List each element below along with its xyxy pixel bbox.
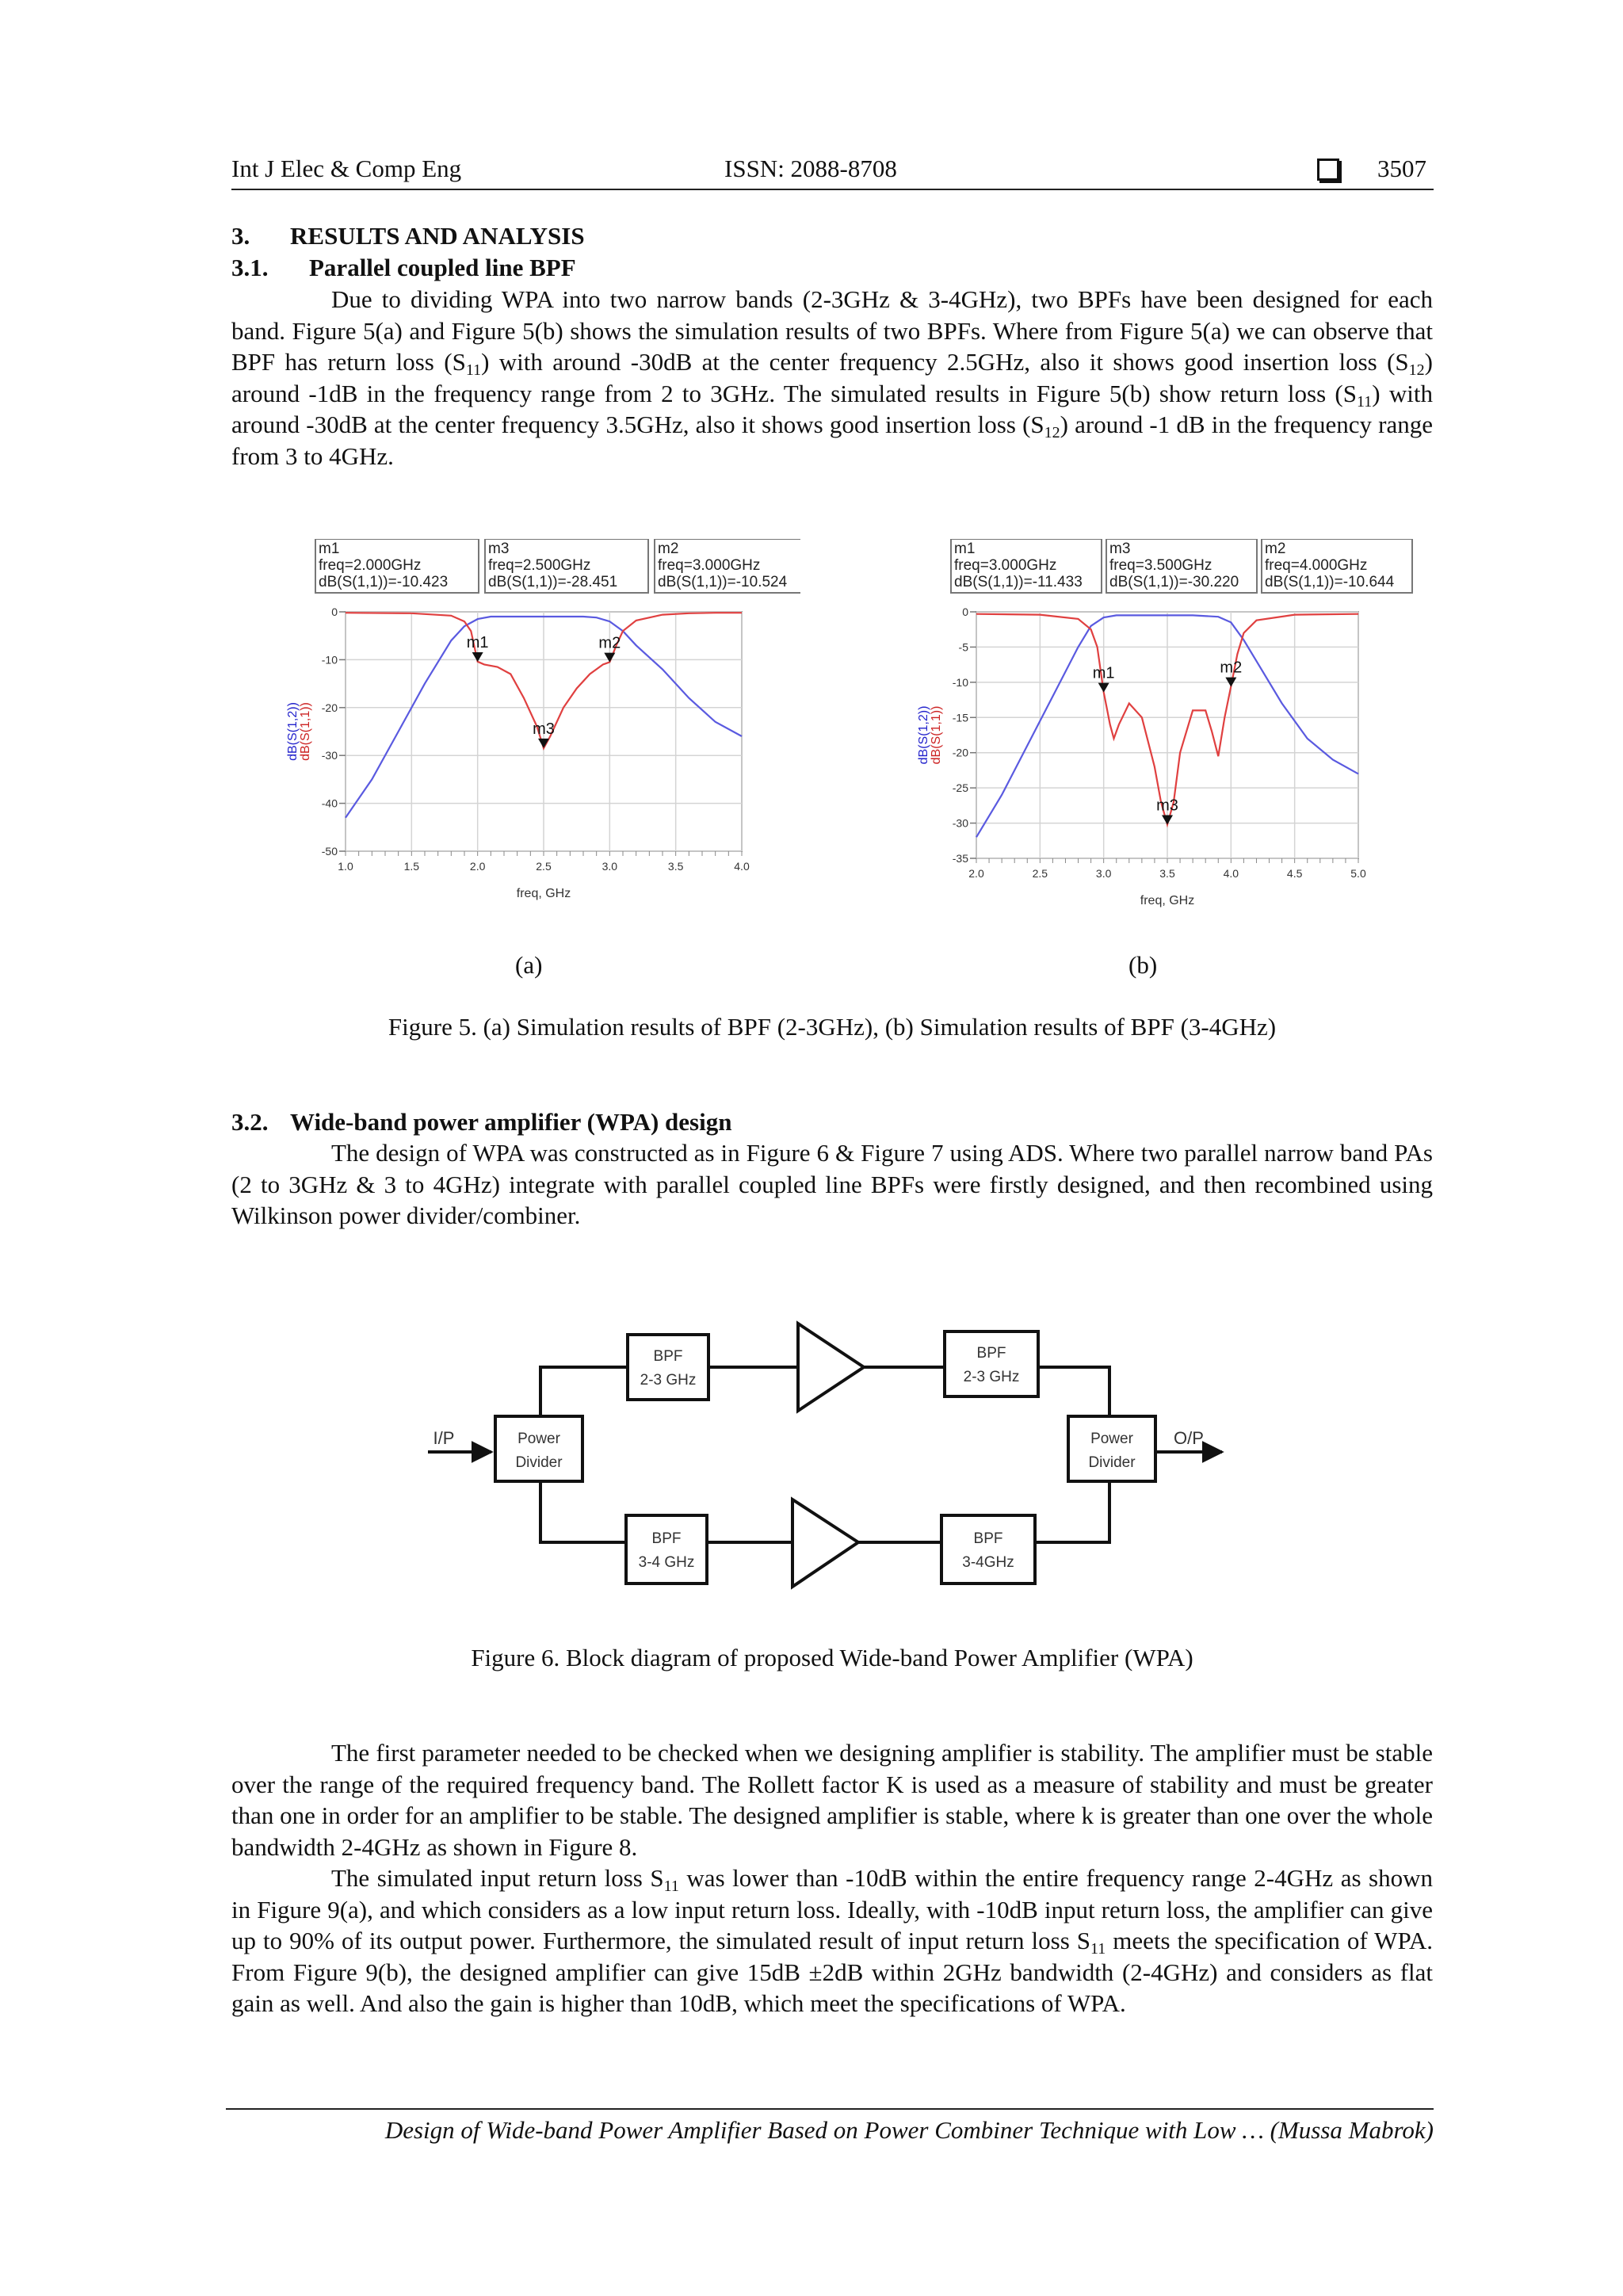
bpf-top-output-label-1: BPF [976, 1345, 1006, 1362]
combiner-label-1: Power [1090, 1431, 1133, 1447]
bpf-top-input-box [628, 1335, 708, 1400]
marker-readout-text: freq=3.000GHz [658, 557, 761, 574]
y-axis-label-s12: dB(S(1,2)) [917, 705, 930, 765]
marker-label: m2 [598, 634, 621, 652]
power-divider-box [495, 1416, 582, 1481]
y-tick-label: -35 [952, 852, 968, 865]
marker-readout-text: dB(S(1,1))=-10.524 [658, 574, 788, 590]
marker-label: m2 [1220, 659, 1243, 677]
marker-label: m3 [1156, 797, 1178, 815]
marker-readout-text: dB(S(1,1))=-10.423 [319, 574, 449, 590]
x-tick-label: 3.0 [601, 860, 618, 873]
x-tick-label: 1.0 [338, 860, 353, 873]
paragraph-stability: The first parameter needed to be checked when we designing amplifier is stability. The amplifier must be stable over the range of the required frequency band. The Rollett factor K is used as a measure of stability and must be greater than one in order for an amplifier to be stable. The designed amplifier is stable, where k is greater than one over the whole bandwidth 2-4GHz as shown in Figure 8. [231, 1739, 1433, 1861]
y-tick-label: -40 [321, 797, 338, 810]
marker-readout-text: freq=2.500GHz [488, 557, 591, 574]
divider-label-1: Power [517, 1431, 560, 1447]
x-tick-label: 5.0 [1350, 867, 1366, 880]
marker-readout-text: dB(S(1,1))=-10.644 [1265, 574, 1395, 590]
x-tick-label: 3.5 [667, 860, 684, 873]
page-number: 3507 [1377, 155, 1426, 182]
y-axis-label-s12: dB(S(1,2)) [286, 702, 300, 761]
figure-5b-label: (b) [1128, 951, 1158, 979]
y-tick-label: -30 [952, 816, 968, 830]
x-tick-label: 2.5 [1032, 867, 1048, 880]
figure-5a-label: (a) [515, 951, 543, 979]
marker-readout-text: freq=3.000GHz [954, 557, 1057, 574]
chart-bpf-3-4ghz [903, 539, 1419, 919]
y-tick-label: -25 [952, 781, 968, 795]
amplifier-bottom-icon [792, 1499, 858, 1587]
x-tick-label: 1.5 [403, 860, 420, 873]
x-tick-label: 3.5 [1159, 867, 1175, 880]
bpf-bottom-input-label-1: BPF [651, 1530, 682, 1547]
section-31-number: 3.1. [231, 254, 269, 281]
combiner-label-2: Divider [1088, 1454, 1136, 1471]
marker-label: m1 [466, 633, 489, 651]
x-tick-label: 4.0 [1223, 867, 1239, 880]
section-3-title: RESULTS AND ANALYSIS [290, 222, 585, 250]
input-label: I/P [433, 1428, 455, 1448]
y-tick-label: -10 [952, 675, 968, 689]
marker-readout-text: m3 [488, 541, 510, 557]
bpf-top-output-label-2: 2-3 GHz [963, 1369, 1020, 1385]
y-axis-label-s11: dB(S(1,1)) [930, 705, 943, 765]
marker-readout-text: m2 [658, 541, 679, 557]
y-tick-label: -20 [321, 701, 338, 714]
marker-readout-text: m1 [954, 541, 976, 557]
bpf-top-output-box [945, 1331, 1038, 1396]
section-31-title: Parallel coupled line BPF [309, 254, 576, 281]
x-tick-label: 3.0 [1095, 867, 1112, 880]
bpf-bottom-output-box [941, 1515, 1035, 1584]
marker-readout-text: m3 [1109, 541, 1131, 557]
marker-readout-text: dB(S(1,1))=-30.220 [1109, 574, 1239, 590]
bpf-bottom-input-label-2: 3-4 GHz [638, 1554, 695, 1571]
divider-label-2: Divider [515, 1454, 563, 1471]
square-icon [1317, 159, 1339, 181]
marker-readout-text: m1 [319, 541, 340, 557]
section-3-number: 3. [231, 222, 250, 250]
amplifier-top-icon [798, 1324, 864, 1411]
paragraph-return-loss: The simulated input return loss $S_{11}$ was lower than -10dB within the entire frequency range 2-4GHz as shown in Figure 9(a), and which considers as a low input return loss. Ideally, with -10dB input return loss, the amplifier can give up to 90% of its output power. Furthermore, the simulated result of input return loss $S_{11}$ meets the specification of WPA. From Figure 9(b), the designed amplifier can give 15dB ±2dB within 2GHz bandwidth (2-4GHz) and considers as flat gain as well. And also the gain is higher than 10dB, which meet the specifications of WPA. [231, 1864, 1433, 2017]
figure-5-caption: Figure 5. (a) Simulation results of BPF (2-3GHz), (b) Simulation results of BPF (3-4GHz) [388, 1013, 1277, 1041]
power-combiner-box [1068, 1416, 1155, 1481]
marker-readout-text: m2 [1265, 541, 1286, 557]
y-tick-label: -50 [321, 845, 338, 858]
y-tick-label: 0 [962, 606, 968, 618]
y-tick-label: -15 [952, 711, 968, 724]
bpf-bottom-output-label-2: 3-4GHz [962, 1554, 1014, 1571]
header-rule [231, 189, 1434, 190]
footer-citation: Design of Wide-band Power Amplifier Based on Power Combiner Technique with Low … (Mussa Mabrok) [384, 2116, 1434, 2144]
y-tick-label: -10 [321, 653, 338, 667]
marker-readout-text: freq=3.500GHz [1109, 557, 1212, 574]
marker-label: m1 [1092, 664, 1115, 682]
running-header-journal: Int J Elec & Comp Eng [231, 155, 462, 182]
y-axis-label-s11: dB(S(1,1)) [299, 702, 312, 761]
marker-readout-text: freq=4.000GHz [1265, 557, 1368, 574]
y-tick-label: -5 [958, 640, 968, 654]
marker-readout-text: freq=2.000GHz [319, 557, 422, 574]
x-axis-label: freq, GHz [516, 887, 571, 900]
section-32-title: Wide-band power amplifier (WPA) design [290, 1108, 732, 1136]
bpf-top-input-label-1: BPF [653, 1348, 683, 1365]
section-32-number: 3.2. [231, 1108, 269, 1136]
bpf-bottom-output-label-1: BPF [973, 1530, 1003, 1547]
x-tick-label: 4.0 [734, 860, 750, 873]
y-tick-label: 0 [331, 606, 338, 618]
x-axis-label: freq, GHz [1140, 894, 1195, 907]
output-label: O/P [1174, 1428, 1204, 1448]
x-tick-label: 2.5 [536, 860, 552, 873]
paragraph-bpf: Due to dividing WPA into two narrow bands (2-3GHz & 3-4GHz), two BPFs have been designed for each band. Figure 5(a) and Figure 5(b) shows the simulation results of two BPFs. Where from Figure 5(a) we can observe that BPF has return loss $(S_{11})$ with around -30dB at the center frequency 2.5GHz, also it shows good insertion loss $(S_{12})$ around -1dB in the frequency range from 2 to 3GHz. The simulated results in Figure 5(b) show return loss $(S_{11})$ with around -30dB at the center frequency 3.5GHz, also it shows good insertion loss $(S_{12})$ around -1 dB in the frequency range from 3 to 4GHz. [231, 285, 1433, 470]
chart-bpf-2-3ghz [277, 539, 800, 919]
bpf-top-input-label-2: 2-3 GHz [640, 1372, 697, 1389]
marker-label: m3 [533, 720, 555, 738]
x-tick-label: 2.0 [968, 867, 984, 880]
y-tick-label: -20 [952, 746, 968, 759]
x-tick-label: 2.0 [469, 860, 486, 873]
x-tick-label: 4.5 [1286, 867, 1303, 880]
footer-rule [226, 2108, 1434, 2110]
running-header-issn: ISSN: 2088-8708 [724, 155, 897, 182]
marker-readout-text: dB(S(1,1))=-28.451 [488, 574, 618, 590]
figure-6-caption: Figure 6. Block diagram of proposed Wide-band Power Amplifier (WPA) [471, 1644, 1193, 1671]
bpf-bottom-input-box [626, 1515, 707, 1584]
paragraph-wpa-design: The design of WPA was constructed as in Figure 6 & Figure 7 using ADS. Where two parallel narrow band PAs (2 to 3GHz & 3 to 4GHz) integrate with parallel coupled line BPFs were firstly designed, and then recombined using Wilkinson power divider/combiner. [231, 1139, 1433, 1229]
y-tick-label: -30 [321, 749, 338, 762]
block-diagram-wpa [412, 1300, 1268, 1617]
marker-readout-text: dB(S(1,1))=-11.433 [954, 574, 1083, 590]
